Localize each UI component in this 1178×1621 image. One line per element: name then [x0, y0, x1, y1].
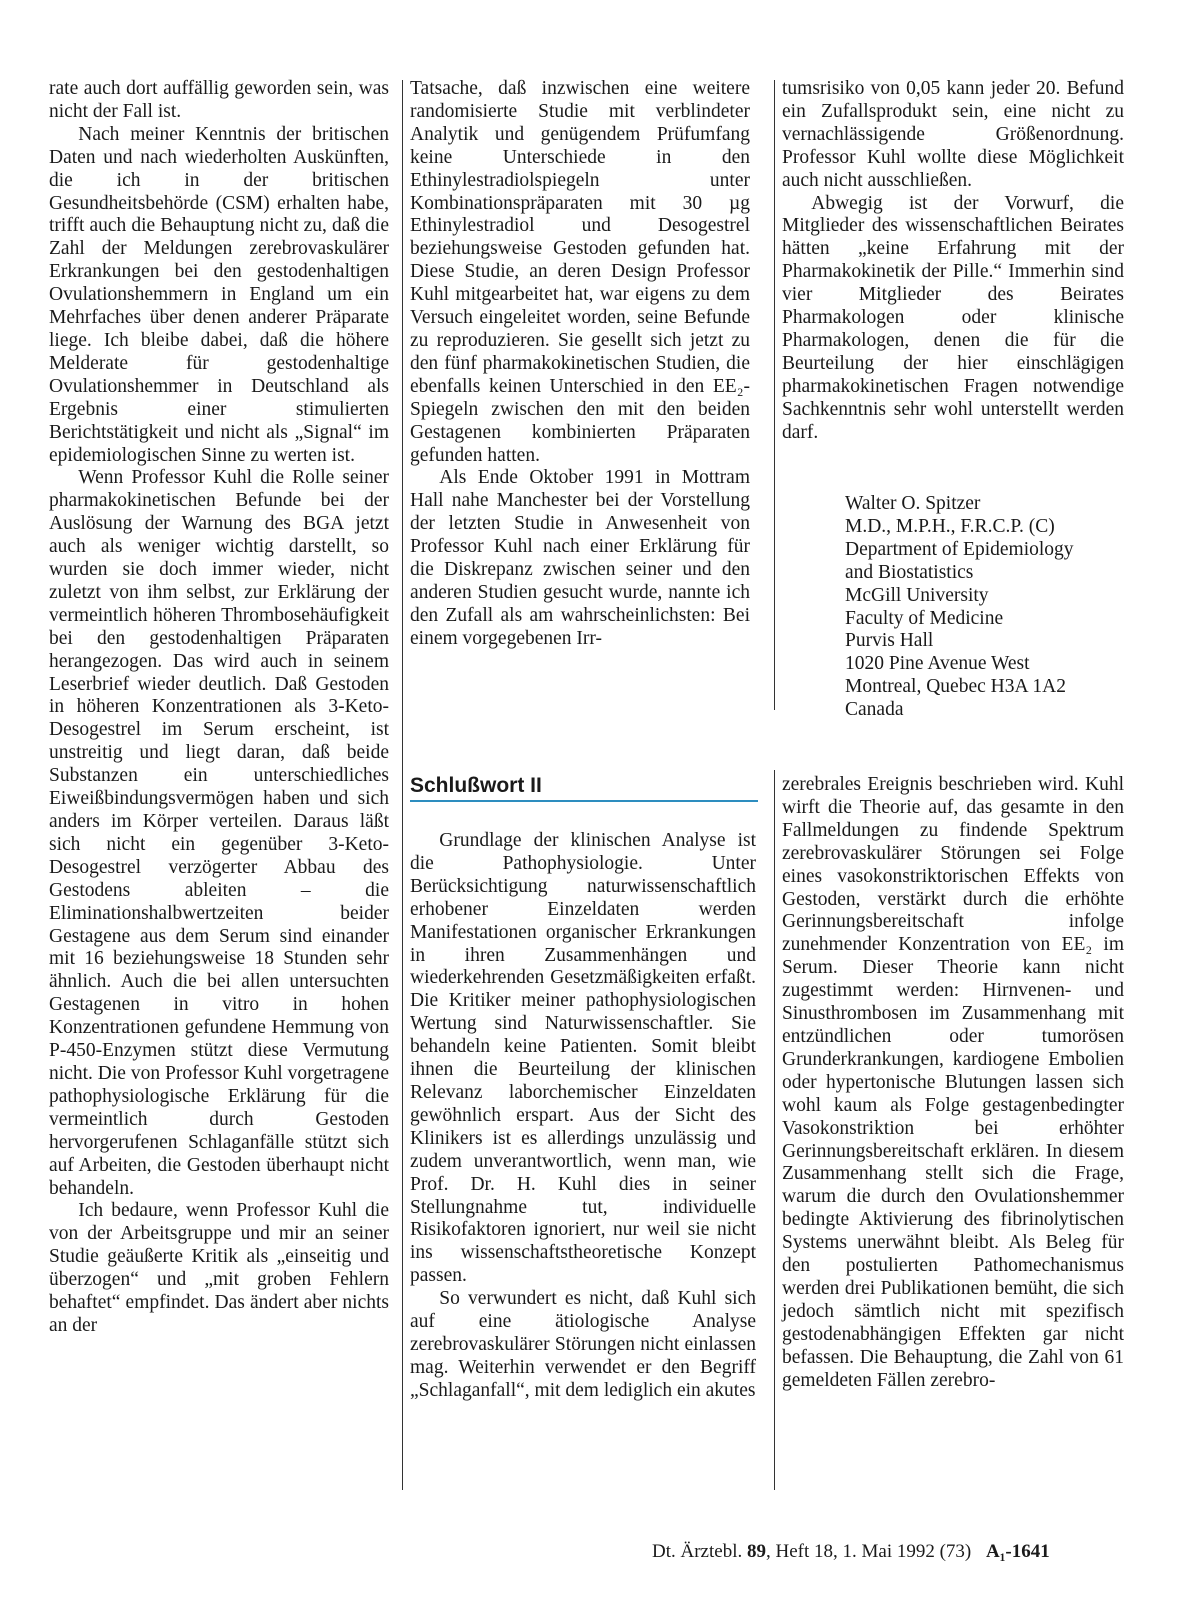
signature-line: Walter O. Spitzer: [845, 493, 981, 514]
paragraph: Ich bedaure, wenn Professor Kuhl die von der Arbeitsgruppe und mir an seiner Studie geäußerte Kritik als „einseitig und überzogen“ und „mit groben Fehlern behaftet“ empfindet. Das ändert aber nichts an der: [49, 1200, 389, 1336]
text-column-middle-bottom: [410, 830, 756, 1403]
column-divider: [774, 80, 775, 710]
signature-line: Purvis Hall: [845, 630, 934, 652]
paragraph: Tatsache, daß inzwischen eine weitere randomisierte Studie mit verblindeter Analytik und genügendem Prüfumfang keine Unterschiede in den Ethinylestradiolspiegeln unter Kombinationspräparaten mit 30 µg Ethinylestradiol und Desogestrel beziehungsweise Gestoden gefunden hat. Diese Studie, an deren Design Professor Kuhl mitgearbeitet hat, war eigens zu dem Versuch eingeleitet worden, seine Befunde zu reproduzieren. Sie gesellt sich jetzt zu den fünf pharmakokinetischen Studien, die ebenfalls keinen Unterschied in den EE₂-Spiegeln zwischen den mit den beiden Gestagenen kombinierten Präparaten gefunden hatten.: [410, 78, 750, 466]
paragraph: Grundlage der klinischen Analyse ist die Pathophysiologie. Unter Berücksichtigung naturwissenschaftlich erhobener Einzeldaten werden Manifestationen organischer Erkrankungen in ihren Zusammenhängen und wiederkehrenden Gesetzmäßigkeiten erfaßt. Die Kritiker meiner pathophysiologischen Wertung sind Naturwissenschaftler. Sie behandeln keine Patienten. Somit bleibt ihnen die Beurteilung der klinischen Relevanz laborchemischer Einzeldaten gewöhnlich erspart. Aus der Sicht des Klinikers ist es allerdings unzulässig und zudem unverantwortlich, wenn man, wie Prof. Dr. H. Kuhl dies in seiner Stellungnahme tut, individuelle Risikofaktoren ignoriert, nur weil sie nicht ins wissenschaftstheoretische Konzept passen.: [410, 830, 756, 1287]
text-column-right-bottom: [782, 774, 1124, 1392]
journal-name: Dt. Ärztebl.: [652, 1541, 743, 1562]
signature-line: 1020 Pine Avenue West: [845, 653, 1030, 675]
column-divider: [774, 770, 775, 1490]
signature-line: M.D., M.P.H., F.R.C.P. (C): [845, 515, 1055, 537]
paragraph: Abwegig ist der Vorwurf, die Mitglieder des wissenschaftlichen Beirates hätten „keine Erfahrung mit der Pharmakokinetik der Pille.“ Immerhin sind vier Mitglieder des Beirates Pharmakologen oder klinische Pharmakologen, denen die für die Beurteilung der hier einschlägigen pharmakokinetischen Fragen notwendige Sachkenntnis sehr wohl unterstellt werden darf.: [782, 192, 1124, 443]
author-signature: [845, 493, 1145, 722]
signature-line: McGill University: [845, 584, 989, 606]
paragraph: tumsrisiko von 0,05 kann jeder 20. Befund ein Zufallsprodukt sein, eine nicht zu vernachlässigende Größenordnung. Professor Kuhl wollte diese Möglichkeit auch nicht ausschließen.: [782, 78, 1124, 191]
text-column-right-top: [782, 78, 1124, 445]
page-number: A₁-1641: [986, 1541, 1050, 1562]
section-heading: Schlußwort II: [410, 774, 758, 802]
page-footer: [652, 1541, 1128, 1563]
paragraph: zerebrales Ereignis beschrieben wird. Kuhl wirft die Theorie auf, das gesamte in den Fallmeldungen zu findende Spektrum zerebrovaskulärer Störungen sei Folge eines vasokonstriktorischen Effekts von Gestoden, verstärkt durch die erhöhte Gerinnungsbereitschaft infolge zunehmender Konzentration von EE₂ im Serum. Dieser Theorie kann nicht zugestimmt werden: Hirnvenen- und Sinusthrombosen im Zusammenhang mit entzündlichen oder tumorösen Grunderkrankungen, kardiogene Embolien oder hypertonische Blutungen lassen sich wohl kaum als Folge gestagenbedingter Vasokonstriktion bei erhöhter Gerinnungsbereitschaft erklären. In diesem Zusammenhang stellt sich die Frage, warum die durch den Ovulationshemmer bedingte Aktivierung des fibrinolytischen Systems unerwähnt bleibt. Als Beleg für den postulierten Pathomechanismus werden drei Publikationen bemüht, die sich jedoch sämtlich nicht mit spezifisch gestodenabhängigen Effekten gar nicht befassen. Die Behauptung, die Zahl von 61 gemeldeten Fällen zerebro-: [782, 774, 1124, 1391]
signature-line: Montreal, Quebec H3A 1A2: [845, 676, 1066, 698]
signature-line: Faculty of Medicine: [845, 607, 1004, 629]
paragraph: Wenn Professor Kuhl die Rolle seiner pharmakokinetischen Befunde bei der Auslösung der Warnung des BGA jetzt auch als weniger wichtig darstellt, so wurden sie doch immer wieder, nicht zuletzt von ihm selbst, zur Erklärung der vermeintlich höheren Thrombosehäufigkeit bei den gestodenhaltigen Präparaten herangezogen. Das wird auch in seinem Leserbrief wieder deutlich. Daß Gestoden in höheren Konzentrationen als 3-Keto-Desogestrel im Serum erscheint, ist unstreitig und liegt daran, daß beide Substanzen ein unterschiedliches Eiweißbindungsvermögen haben und sich anders im Körper verteilen. Daraus läßt sich nicht ein gegenüber 3-Keto-Desogestrel verzögerter Abbau des Gestodens ableiten – die Eliminationshalbwertzeiten beider Gestagene aus dem Serum sind einander mit 16 beziehungsweise 18 Stunden sehr ähnlich. Auch die bei allen untersuchten Gestagenen in vitro in hohen Konzentrationen gefundene Hemmung von P-450-Enzymen stützt diese Vermutung nicht. Die von Professor Kuhl vorgetragene pathophysiologische Erklärung für die vermeintlich durch Gestoden hervorgerufenen Schlaganfälle stützt sich auf Arbeiten, die Gestoden überhaupt nicht behandeln.: [49, 467, 389, 1199]
column-divider: [402, 80, 403, 1490]
signature-line: and Biostatistics: [845, 561, 974, 583]
signature-line: Canada: [845, 699, 904, 721]
paragraph: Nach meiner Kenntnis der britischen Daten und nach wiederholten Auskünften, die ich in der britischen Gesundheitsbehörde (CSM) erhalten habe, trifft auch die Behauptung nicht zu, daß die Zahl der Meldungen zerebrovaskulärer Erkrankungen bei den gestodenhaltigen Ovulationshemmern in England um ein Mehrfaches über denen anderer Präparate liege. Ich bleibe dabei, daß die höhere Melderate für gestodenhaltige Ovulationshemmer in Deutschland als Ergebnis einer stimulierten Berichtstätigkeit und nicht als „Signal“ im epidemiologischen Sinne zu werten ist.: [49, 123, 389, 466]
signature-line: Department of Epidemiology: [845, 538, 1074, 560]
paragraph: rate auch dort auffällig geworden sein, was nicht der Fall ist.: [49, 78, 389, 122]
volume-number: 89: [746, 1541, 766, 1562]
issue-info: , Heft 18, 1. Mai 1992 (73): [765, 1541, 972, 1562]
text-column-middle-top: [410, 78, 750, 651]
paragraph: So verwundert es nicht, daß Kuhl sich auf eine ätiologische Analyse zerebrovaskulärer Störungen nicht einlassen mag. Weiterhin verwendet er den Begriff „Schlaganfall“, mit dem lediglich ein akutes: [410, 1288, 756, 1401]
paragraph: Als Ende Oktober 1991 in Mottram Hall nahe Manchester bei der Vorstellung der letzten Studie in Anwesenheit von Professor Kuhl nach einer Erklärung für die Diskrepanz zwischen seiner und den anderen Studien gesucht wurde, nannte ich den Zufall als am wahrscheinlichsten: Bei einem vorgegebenen Irr-: [410, 467, 750, 649]
text-column-left: [49, 78, 389, 1338]
